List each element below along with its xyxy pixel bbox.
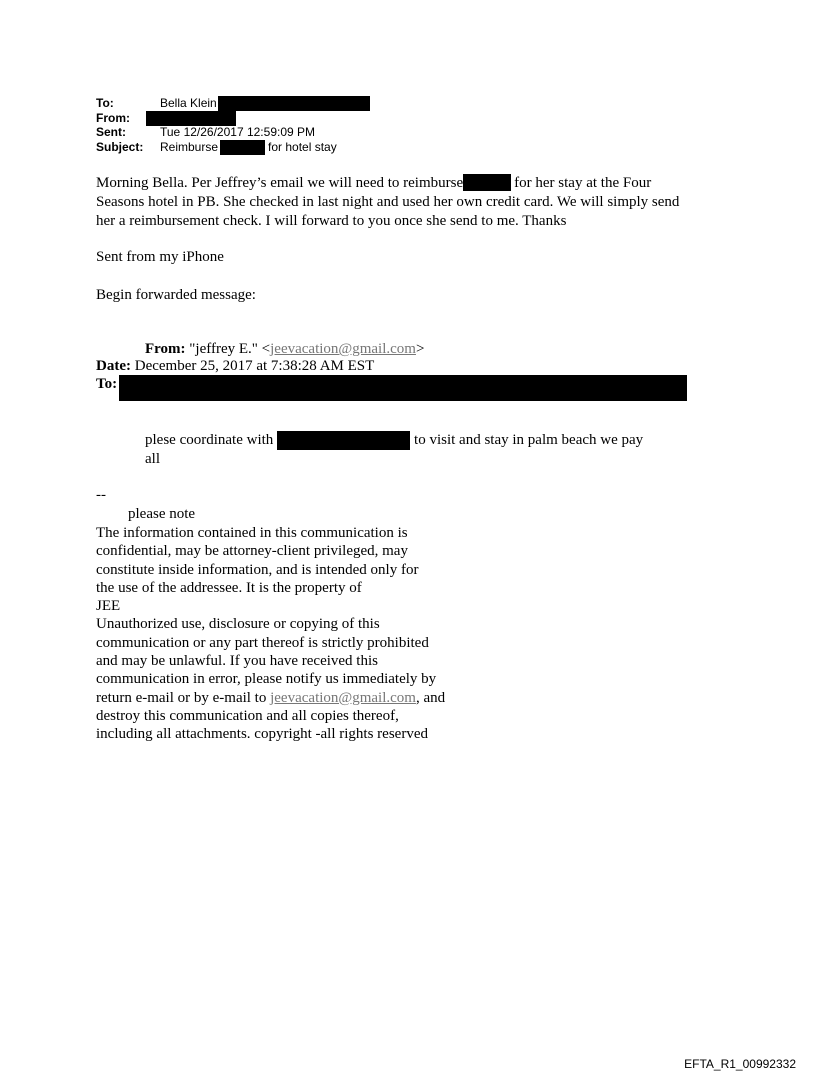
sent-label: Sent: (96, 125, 126, 139)
sent-value: Tue 12/26/2017 12:59:09 PM (160, 125, 316, 139)
from-value (160, 111, 236, 126)
please-note: please note (128, 506, 196, 522)
to-value (160, 96, 370, 111)
forwarded-date-label: Date: (96, 358, 131, 374)
disclaimer-line: and may be unlawful. If you have received this (96, 653, 378, 670)
forwarded-message (145, 431, 643, 469)
redaction-bar (146, 111, 236, 126)
forwarded-from-close: > (415, 341, 425, 357)
disclaimer-email-prefix: return e-mail or by e-mail to (96, 689, 271, 706)
disclaimer-line: JEE (96, 598, 121, 615)
disclaimer-email-suffix: , and (415, 689, 446, 706)
redaction-bar (119, 375, 687, 401)
forwarded-message-line-1 (145, 431, 643, 450)
forwarded-from-name: "jeffrey E." < (189, 341, 271, 357)
forwarded-from-email-link[interactable]: jeevacation@gmail.com (270, 341, 416, 357)
disclaimer-line: confidential, may be attorney-client privileged, may (96, 543, 408, 560)
disclaimer-line: constitute inside information, and is intended only for (96, 561, 419, 578)
disclaimer-line: The information contained in this communication is (96, 525, 408, 541)
forwarded-to-row (96, 375, 117, 394)
subject-prefix: Reimburse (160, 139, 219, 154)
forward-intro: Begin forwarded message: (96, 287, 256, 303)
redaction-bar (218, 96, 370, 111)
body-line-2: Seasons hotel in PB. She checked in last night and used her own credit card. We will simply send (96, 194, 680, 210)
subject-value (160, 140, 337, 155)
forwarded-date-value: December 25, 2017 at 7:38:28 AM EST (134, 358, 375, 374)
signature: Sent from my iPhone (96, 249, 224, 265)
forwarded-to-label: To: (96, 376, 118, 392)
disclaimer-email-line (96, 689, 445, 707)
disclaimer-line: Unauthorized use, disclosure or copying of this (96, 616, 380, 633)
email-body (96, 174, 679, 231)
disclaimer-email-link[interactable]: jeevacation@gmail.com (270, 689, 416, 706)
body-line-1-start: Morning Bella. Per Jeffrey’s email we will need to reimburse (96, 175, 464, 191)
forwarded-message-end: to visit and stay in palm beach we pay (414, 432, 644, 448)
disclaimer-line: including all attachments. copyright -all rights reserved (96, 726, 428, 743)
disclaimer-text (96, 524, 445, 744)
body-line-1 (96, 174, 679, 193)
redaction-bar (277, 431, 410, 450)
forwarded-date-row (96, 357, 374, 376)
forwarded-message-start: plese coordinate with (145, 432, 274, 448)
redaction-bar (220, 140, 265, 155)
forwarded-message-line-2: all (145, 451, 160, 467)
disclaimer-line: communication in error, please notify us immediately by (96, 671, 437, 688)
disclaimer-line: destroy this communication and all copies thereof, (96, 707, 399, 724)
redaction-bar (463, 174, 511, 191)
to-name: Bella Klein (160, 96, 217, 110)
disclaimer-line: the use of the addressee. It is the property of (96, 579, 362, 596)
disclaimer-line: communication or any part thereof is strictly prohibited (96, 634, 429, 651)
subject-suffix: for hotel stay (268, 139, 337, 154)
body-line-3: her a reimbursement check. I will forward to you once she send to me. Thanks (96, 213, 567, 229)
signature-dashes: -- (96, 487, 106, 503)
subject-label: Subject: (96, 139, 144, 154)
from-label: From: (96, 110, 130, 125)
page-id: EFTA_R1_00992332 (684, 1057, 796, 1071)
forwarded-from-label: From: (145, 341, 186, 357)
to-label: To: (96, 96, 114, 110)
body-line-1-end: for her stay at the Four (514, 175, 652, 191)
